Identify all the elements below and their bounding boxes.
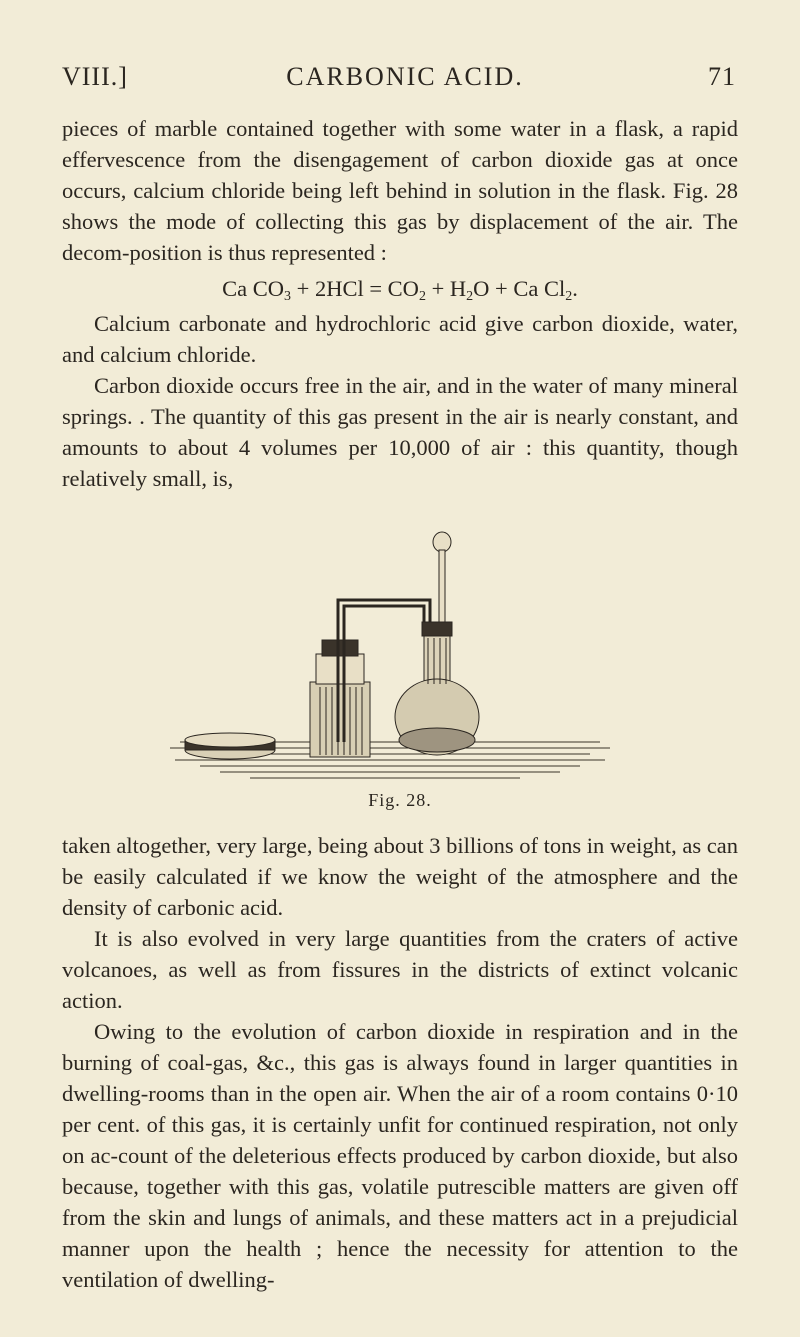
text-block-top [62, 113, 738, 494]
figure-28-illustration [160, 512, 640, 792]
running-title: CARBONIC ACID. [286, 62, 524, 91]
chemical-equation: Ca $CO_3 + 2HCl = CO_2 + H_2O + Ca$ $Cl_2$. [222, 276, 578, 304]
running-header [62, 62, 748, 102]
page-number: 71 [708, 62, 736, 91]
paragraph: Calcium carbonate and hydrochloric acid give carbon dioxide, water, and calcium chloride. [62, 311, 738, 367]
chapter-number: VIII.] [62, 62, 128, 91]
paragraph: taken altogether, very large, being about 3 billions of tons in weight, as can be easily calculated if we know the weight of the atmosphere and the density of carbonic acid. [62, 833, 739, 920]
paragraph: It is also evolved in very large quantities from the craters of active volcanoes, as well as from fissures in the districts of extinct volcanic action. [62, 926, 738, 1013]
dish [185, 733, 275, 759]
paragraph: Carbon dioxide occurs free in the air, and in the water of many mineral springs. . The quantity of this gas present in the air is nearly constant, and amounts to about 4 volumes per 10,000 of air : this quantity, though relatively small, is, [62, 373, 738, 491]
paragraph: pieces of marble contained together with some water in a flask, a rapid effervescence from the disengagement of carbon dioxide gas at once occurs, calcium chloride being left behind in solution in the flask. Fig. 28 shows the mode of collecting this gas by displacement of the air. The decom-position is thus represented : [62, 116, 738, 265]
paragraph: Owing to the evolution of carbon dioxide in respiration and in the burning of coal-gas, &c., this gas is always found in larger quantities in dwelling-rooms than in the open air. When the air of a room contains 0·10 per cent. of this gas, it is certainly unfit for continued respiration, not only on ac-count of the deleterious effects produced by carbon dioxide, but also because, together with this gas, volatile putrescible matters are given off from the skin and lungs of animals, and these matters act in a prejudicial manner upon the health ; hence the necessity for attention to the ventilation of dwelling- [62, 1019, 738, 1292]
gas-jar [310, 640, 370, 757]
figure-caption: Fig. 28. [368, 790, 432, 810]
flask [395, 622, 479, 755]
text-block-bottom [62, 830, 738, 1295]
